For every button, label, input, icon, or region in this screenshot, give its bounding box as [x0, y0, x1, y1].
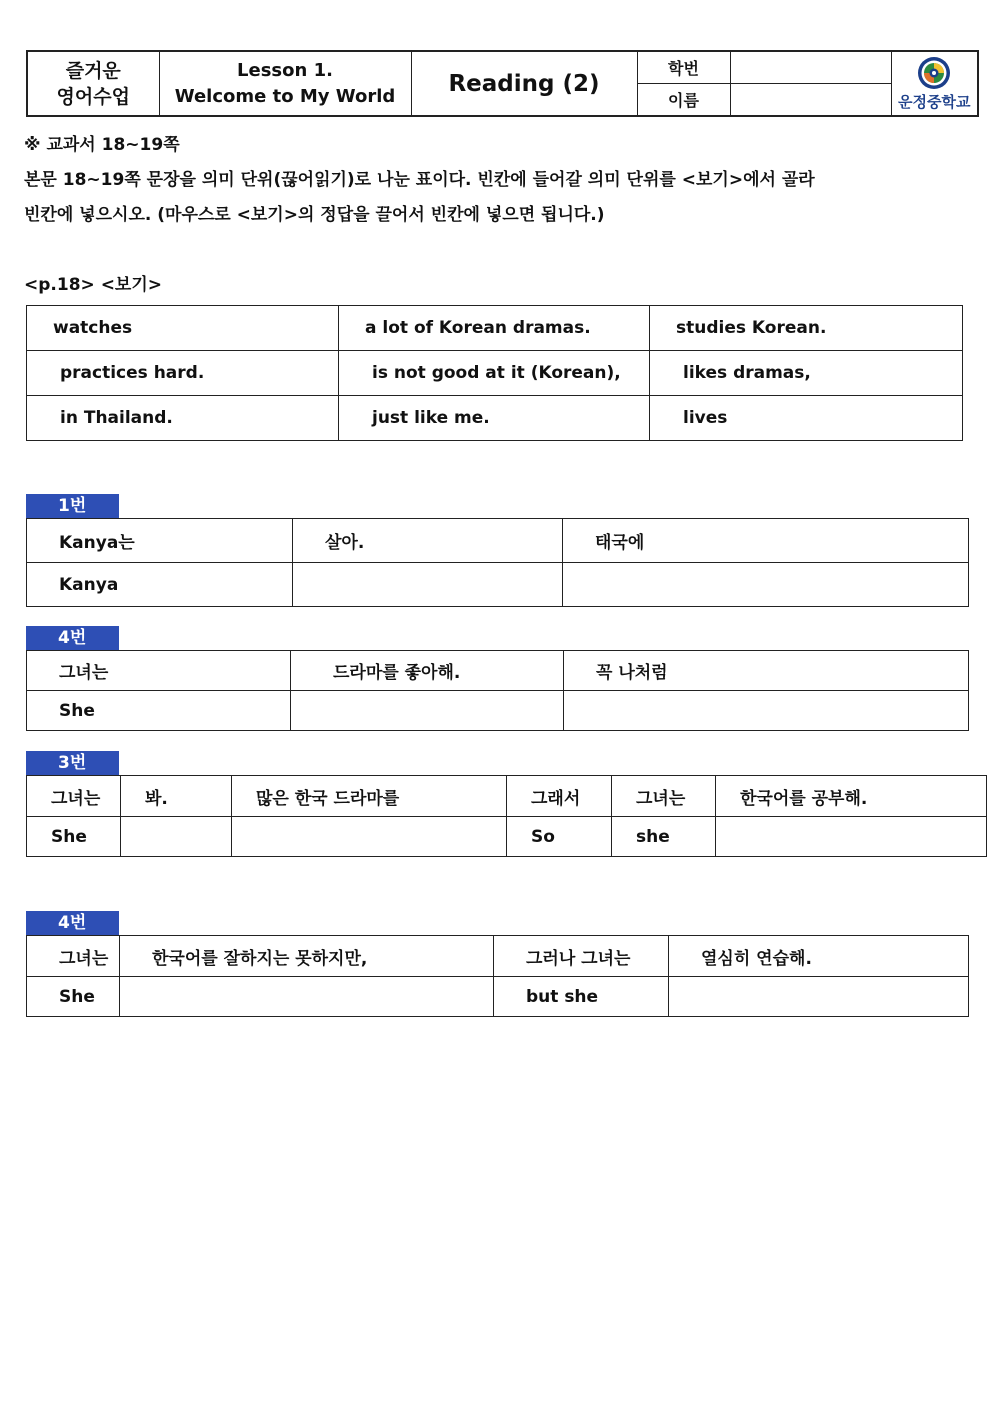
korean-chunk: 한국어를 잘하지는 못하지만, [120, 936, 494, 977]
question-1-table [26, 518, 969, 607]
word-bank-item[interactable]: studies Korean. [650, 306, 963, 351]
school-name: 운정중학교 [898, 92, 971, 111]
answer-blank[interactable] [120, 977, 494, 1017]
question-4-table [26, 935, 969, 1017]
korean-chunk: 열심히 연습해. [669, 936, 969, 977]
question-tag: 3번 [26, 751, 119, 775]
topic-title: Reading (2) [411, 51, 637, 116]
korean-chunk: 살아. [293, 519, 563, 563]
answer-blank[interactable] [291, 691, 564, 731]
korean-chunk: 태국에 [563, 519, 969, 563]
class-name-line2: 영어수업 [56, 85, 130, 108]
answer-blank[interactable] [564, 691, 969, 731]
question-2-table [26, 650, 969, 731]
korean-chunk: 그래서 [507, 776, 612, 817]
answer-blank[interactable] [669, 977, 969, 1017]
korean-chunk: 그러나 그녀는 [494, 936, 669, 977]
student-number-label: 학번 [637, 51, 730, 84]
korean-chunk: 드라마를 좋아해. [291, 651, 564, 691]
english-chunk: Kanya [27, 563, 293, 607]
textbook-pages: ※ 교과서 18~19쪽 [24, 135, 180, 155]
english-chunk: but she [494, 977, 669, 1017]
english-chunk: she [612, 817, 716, 857]
name-label: 이름 [637, 84, 730, 117]
word-bank-item[interactable]: a lot of Korean dramas. [339, 306, 650, 351]
student-number-field[interactable] [730, 51, 891, 84]
class-name-cell [27, 51, 159, 116]
korean-chunk: 많은 한국 드라마를 [232, 776, 507, 817]
answer-blank[interactable] [121, 817, 232, 857]
korean-chunk: 그녀는 [612, 776, 716, 817]
english-chunk: She [27, 977, 120, 1017]
word-bank-item[interactable]: just like me. [339, 396, 650, 441]
answer-blank[interactable] [293, 563, 563, 607]
korean-chunk: 꼭 나처럼 [564, 651, 969, 691]
question-3-table [26, 775, 987, 857]
word-bank-item[interactable]: practices hard. [27, 351, 339, 396]
lesson-title: Welcome to My World [174, 85, 396, 107]
word-bank-item[interactable]: in Thailand. [27, 396, 339, 441]
word-bank-heading: <p.18> <보기> [24, 275, 163, 295]
question-tag: 4번 [26, 911, 119, 935]
english-chunk: So [507, 817, 612, 857]
korean-chunk: Kanya는 [27, 519, 293, 563]
question-tag: 4번 [26, 626, 119, 650]
lesson-number: Lesson 1. [237, 59, 333, 81]
name-field[interactable] [730, 84, 891, 117]
header-table [26, 50, 979, 117]
school-logo-cell [891, 51, 978, 116]
school-emblem-icon [917, 56, 951, 90]
lesson-cell [159, 51, 411, 116]
english-chunk: She [27, 691, 291, 731]
korean-chunk: 한국어를 공부해. [716, 776, 987, 817]
answer-blank[interactable] [716, 817, 987, 857]
word-bank-item[interactable]: likes dramas, [650, 351, 963, 396]
korean-chunk: 봐. [121, 776, 232, 817]
instruction-line-1: 본문 18~19쪽 문장을 의미 단위(끊어읽기)로 나눈 표이다. 빈칸에 들어갈 의미 단위를 <보기>에서 골라 [24, 170, 815, 190]
korean-chunk: 그녀는 [27, 651, 291, 691]
answer-blank[interactable] [232, 817, 507, 857]
question-tag: 1번 [26, 494, 119, 518]
instruction-line-2: 빈칸에 넣으시오. (마우스로 <보기>의 정답을 끌어서 빈칸에 넣으면 됩니다.) [24, 205, 605, 225]
korean-chunk: 그녀는 [27, 936, 120, 977]
word-bank-item[interactable]: lives [650, 396, 963, 441]
class-name-line1: 즐거운 [65, 59, 121, 82]
word-bank-table [26, 305, 963, 441]
english-chunk: She [27, 817, 121, 857]
answer-blank[interactable] [563, 563, 969, 607]
korean-chunk: 그녀는 [27, 776, 121, 817]
word-bank-item[interactable]: is not good at it (Korean), [339, 351, 650, 396]
word-bank-item[interactable]: watches [27, 306, 339, 351]
